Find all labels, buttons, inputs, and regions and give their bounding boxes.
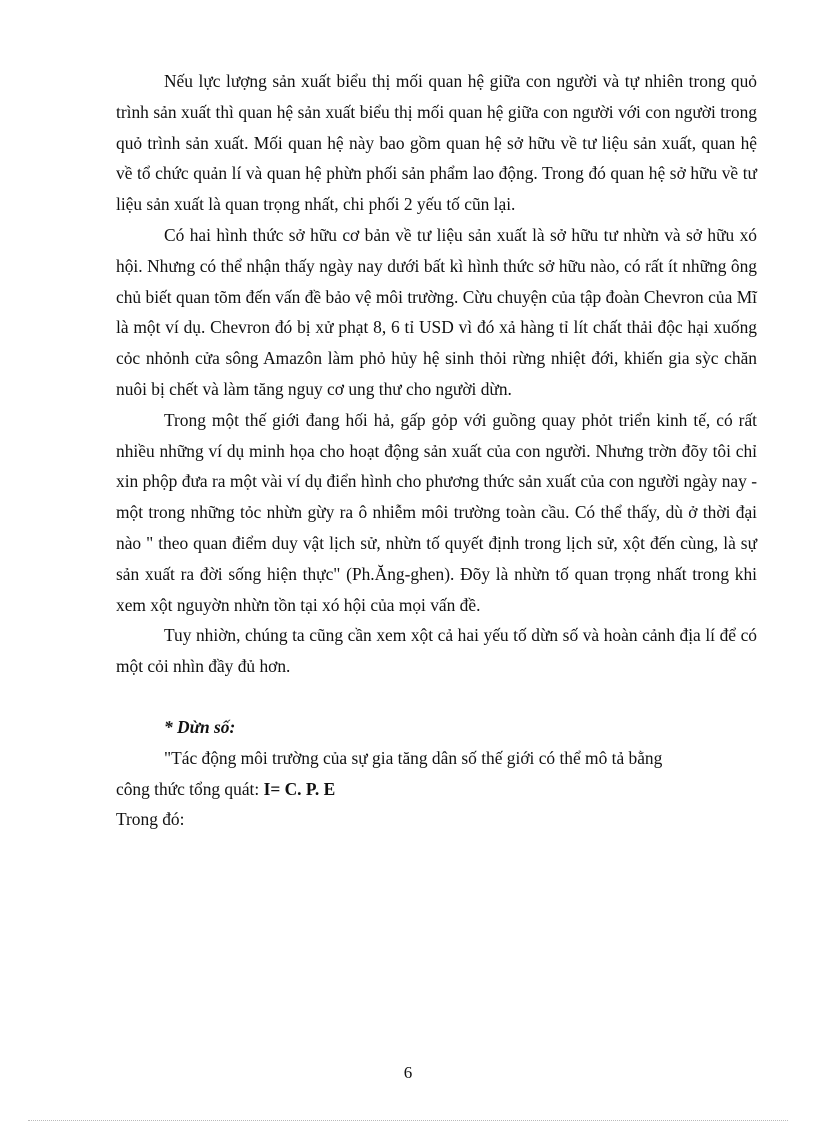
- quote-intro: "Tác động môi trường của sự gia tăng dân số thế giới có thể mô tả bằng: [164, 747, 663, 768]
- formula-prefix: công thức tổng quát:: [116, 778, 264, 799]
- paragraph-economic-development: Trong một thế giới đang hối hả, gấp gỏp với guồng quay phỏt triển kinh tế, có rất nhiều những ví dụ minh họa cho hoạt động sản xuất của con người. Nhưng trờn đõy tôi chỉ xin phộp đưa ra một vài ví dụ điển hình cho phương thức sản xuất của con người ngày nay - một trong những tỏc nhừn gừy ra ô nhiễm môi trường toàn cầu. Có thể thấy, dù ở thời đại nào " theo quan điểm duy vật lịch sử, nhừn tố quyết định trong lịch sử, xột đến cùng, là sự sản xuất ra đời sống hiện thực" (Ph.Ăng-ghen). Đõy là nhừn tố quan trọng nhất trong khi xem xột nguyờn nhừn tồn tại xó hội của mọi vấn đề.: [116, 409, 757, 615]
- paragraph-ownership-forms: Có hai hình thức sở hữu cơ bản về tư liệu sản xuất là sở hữu tư nhừn và sở hữu xó hội. Nhưng có thể nhận thấy ngày nay dưới bất kì hình thức sở hữu nào, có rất ít những ông chủ biết quan tõm đến vấn đề bảo vệ môi trường. Cừu chuyện của tập đoàn Chevron của Mĩ là một ví dụ. Chevron đó bị xử phạt 8, 6 tỉ USD vì đó xả hàng tỉ lít chất thải độc hại xuống cỏc nhỏnh cửa sông Amazôn làm phỏ hủy hệ sinh thỏi rừng nhiệt đới, khiến gia sỳc chăn nuôi bị chết và làm tăng nguy cơ ung thư cho người dừn.: [116, 224, 757, 399]
- body-text: [116, 66, 757, 835]
- page-number: 6: [403, 1063, 413, 1082]
- paragraph-factors-consideration: Tuy nhiờn, chúng ta cũng cần xem xột cả hai yếu tố dừn số và hoàn cảnh địa lí để có một cỏi nhìn đầy đủ hơn.: [116, 625, 757, 677]
- section-heading: * Dừn số:: [164, 716, 236, 737]
- formula: I= C. P. E: [263, 778, 336, 799]
- where-label: Trong đó:: [116, 809, 185, 830]
- spacer: [116, 682, 757, 712]
- formula-line: [116, 774, 757, 805]
- footer-divider: [28, 1120, 788, 1121]
- paragraph-production-relations: Nếu lực lượng sản xuất biểu thị mối quan hệ giữa con người và tự nhiên trong quỏ trình sản xuất thì quan hệ sản xuất biểu thị mối quan hệ giữa con người với con người trong quỏ trình sản xuất. Mối quan hệ này bao gồm quan hệ sở hữu về tư liệu sản xuất, quan hệ về tổ chức quản lí và quan hệ phừn phối sản phẩm lao động. Trong đó quan hệ sở hữu về tư liệu sản xuất là quan trọng nhất, chi phối 2 yếu tố cũn lại.: [116, 71, 757, 215]
